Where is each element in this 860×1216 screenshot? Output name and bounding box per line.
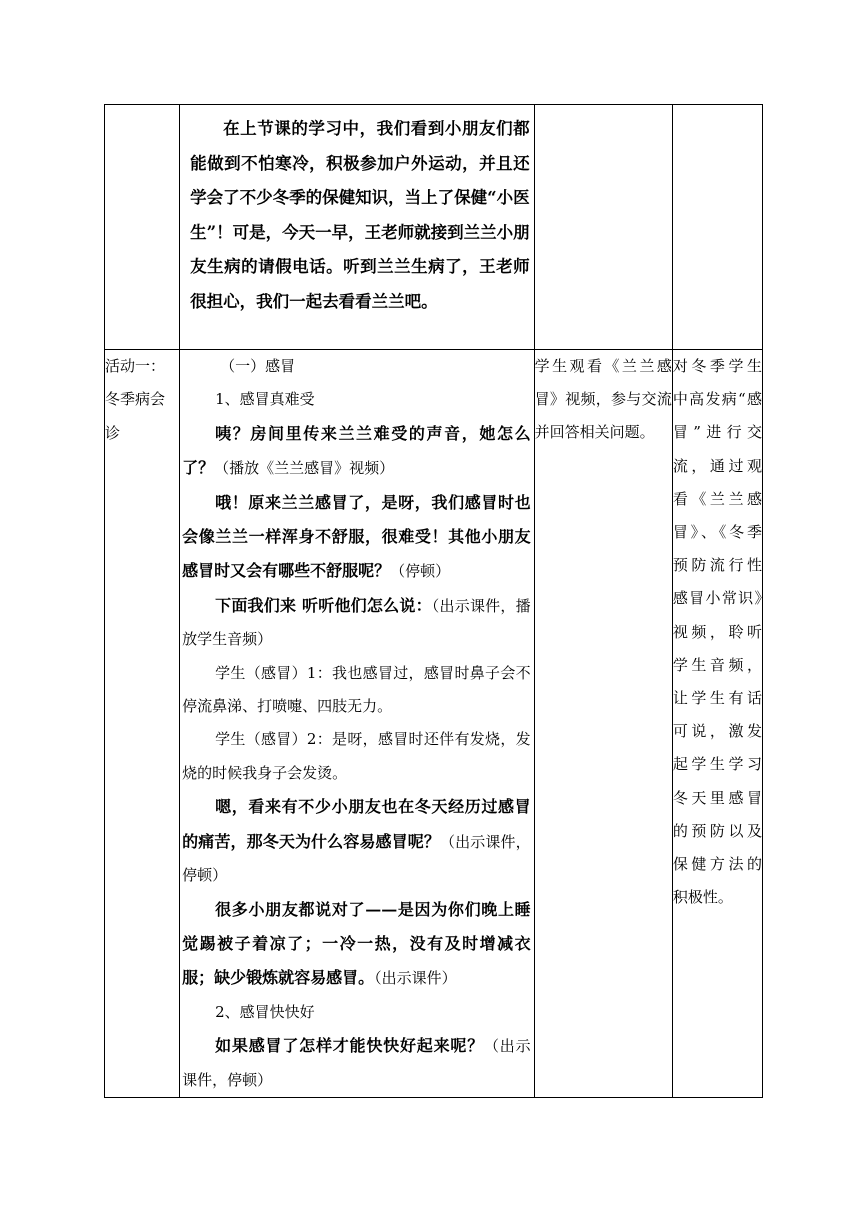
normal-text: 学生（感冒）2：是呀，感冒时还伴有发烧，发烧的时候我身子会发烫。 bbox=[182, 730, 531, 782]
normal-text: （出示课件，停顿） bbox=[182, 832, 531, 885]
table-row bbox=[105, 105, 763, 350]
normal-text: （出示课件，播放学生音频） bbox=[182, 596, 531, 649]
activity-content-cell bbox=[180, 350, 535, 1098]
bold-text: 很多小朋友都说对了——是因为你们晚上睡觉踢被子着凉了；一冷一热，没有及时增减衣服；缺少锻炼就容易感冒。 bbox=[182, 899, 531, 988]
content-paragraphs bbox=[180, 350, 534, 1097]
normal-text: （出示课件，停顿） bbox=[182, 1037, 531, 1089]
content-paragraph bbox=[180, 657, 534, 724]
content-paragraph bbox=[180, 417, 534, 486]
row1-activity-cell bbox=[105, 105, 180, 350]
bold-text: 下面我们来 听听他们怎么说： bbox=[215, 595, 432, 615]
lesson-plan-table bbox=[104, 104, 763, 1098]
content-paragraph bbox=[180, 350, 534, 383]
content-paragraph bbox=[180, 486, 534, 589]
content-paragraph bbox=[180, 723, 534, 790]
content-paragraph bbox=[180, 996, 534, 1029]
normal-text: （一）感冒 bbox=[220, 357, 296, 375]
activity-name-cell: 活动一：冬季病会诊 bbox=[105, 350, 180, 1098]
bold-text: 咦？房间里传来兰兰难受的声音，她怎么了？ bbox=[182, 423, 531, 478]
bold-text: 哦！原来兰兰感冒了，是呀，我们感冒时也会像兰兰一样浑身不舒服，很难受！其他小朋友感冒时又会有哪些不舒服呢？ bbox=[182, 492, 531, 581]
bold-text: 如果感冒了怎样才能快快好起来呢？ bbox=[215, 1036, 484, 1056]
normal-text: （播放《兰兰感冒》视频） bbox=[214, 459, 395, 478]
content-paragraph bbox=[180, 589, 534, 657]
content-paragraph bbox=[180, 790, 534, 892]
normal-text: （出示课件） bbox=[374, 969, 457, 988]
normal-text: 2、感冒快快好 bbox=[215, 1002, 315, 1021]
content-paragraph bbox=[180, 1029, 534, 1097]
design-intent-cell: 对冬季学生中高发病“感冒”进行交流，通过观看《兰兰感冒》、《冬季预防流行性感冒小常识》视频，聆听学生音频，让学生有话可说，激发起学生学习冬天里感冒的预防以及保健方法的积极性。 bbox=[672, 350, 762, 1098]
row1-intent-cell bbox=[672, 105, 762, 350]
bold-text: 嗯，看来有不少小朋友也在冬天经历过感冒的痛苦，那冬天为什么容易感冒呢？ bbox=[182, 797, 531, 851]
table-row bbox=[105, 350, 763, 1098]
student-activity-cell: 学生观看《兰兰感冒》视频，参与交流并回答相关问题。 bbox=[534, 350, 672, 1098]
content-paragraph bbox=[180, 383, 534, 416]
row1-content-cell bbox=[180, 105, 535, 350]
normal-text: 1、感冒真难受 bbox=[215, 390, 315, 409]
intro-paragraph: 在上节课的学习中，我们看到小朋友们都能做到不怕寒冷，积极参加户外运动，并且还学会了不少冬季的保健知识，当上了保健“小医生”！可是，今天一早，王老师就接到兰兰小朋友生病的请假电话。听到兰兰生病了，王老师很担心，我们一起去看看兰兰吧。 bbox=[190, 119, 530, 311]
normal-text: 学生（感冒）1：我也感冒过，感冒时鼻子会不停流鼻涕、打喷嚏、四肢无力。 bbox=[182, 663, 531, 716]
normal-text: （停顿） bbox=[390, 562, 451, 581]
content-paragraph bbox=[180, 893, 534, 996]
row1-student-cell bbox=[534, 105, 672, 350]
